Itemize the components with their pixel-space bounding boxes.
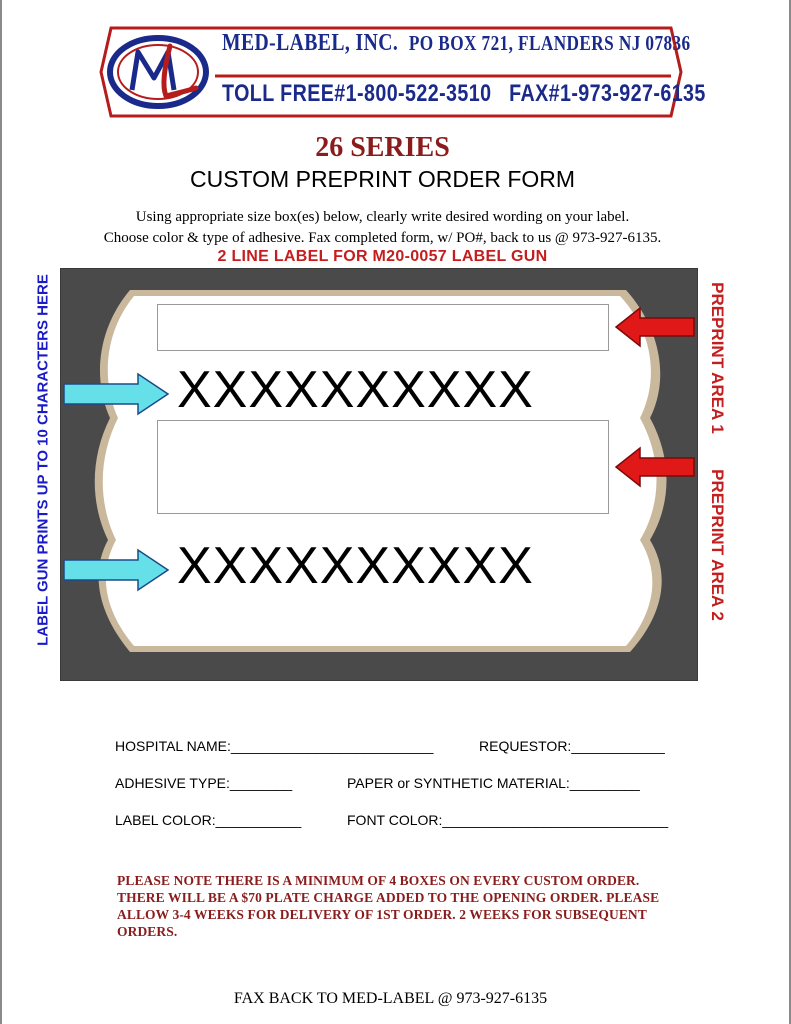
label-color-field[interactable]: LABEL COLOR:___________ (115, 812, 302, 828)
med-label-logo (104, 30, 212, 114)
adhesive-type-field[interactable]: ADHESIVE TYPE:________ (115, 775, 293, 791)
preprint-area-1-box[interactable] (157, 304, 609, 351)
instructions-line-2: Choose color & type of adhesive. Fax completed form, w/ PO#, back to us @ 973-927-6135. (103, 230, 662, 246)
red-arrow-icon (614, 306, 696, 348)
requestor-field[interactable]: REQUESTOR:____________ (479, 738, 665, 754)
fax-back-footer: FAX BACK TO MED-LABEL @ 973-927-6135 (233, 990, 548, 1007)
company-name: MED-LABEL, INC. (222, 30, 399, 56)
print-sample-row-2: XXXXXXXXXX (177, 537, 534, 595)
order-note: PLEASE NOTE THERE IS A MINIMUM OF 4 BOXES ON EVERY CUSTOM ORDER. THERE WILL BE A $70 PLATE CHARGE ADDED TO THE OPENING ORDER. PLEASE ALLOW 3-4 WEEKS FOR DELIVERY OF 1ST ORDER. 2 WEEKS FOR SUBSEQUENT ORDERS. (117, 873, 660, 939)
series-title: 26 SERIES (315, 132, 450, 163)
form-title: CUSTOM PREPRINT ORDER FORM (189, 166, 576, 192)
preprint-area-2-box[interactable] (157, 420, 609, 514)
blue-arrow-icon (62, 372, 172, 416)
preprint-area-1-label: PREPRINT AREA 1 (708, 282, 727, 434)
company-name-line (222, 30, 691, 57)
toll-free-number: TOLL FREE#1-800-522-3510 (222, 80, 492, 107)
print-sample-row-1: XXXXXXXXXX (177, 361, 534, 419)
company-phone-line (222, 80, 706, 108)
font-color-field[interactable]: FONT COLOR:_____________________________ (347, 812, 669, 828)
material-field[interactable]: PAPER or SYNTHETIC MATERIAL:_________ (347, 775, 640, 791)
fax-number: FAX#1-973-927-6135 (509, 80, 706, 107)
red-arrow-icon (614, 446, 696, 488)
hospital-name-field[interactable]: HOSPITAL NAME:__________________________ (115, 738, 434, 754)
instructions-line-1: Using appropriate size box(es) below, clearly write desired wording on your label. (135, 209, 630, 225)
side-note-label-gun: LABEL GUN PRINTS UP TO 10 CHARACTERS HERE (34, 274, 52, 646)
company-address: PO BOX 721, FLANDERS NJ 07836 (408, 31, 691, 55)
preprint-area-2-label: PREPRINT AREA 2 (708, 469, 727, 621)
diagram-heading: 2 LINE LABEL FOR M20-0057 LABEL GUN (217, 248, 548, 265)
blue-arrow-icon (62, 548, 172, 592)
